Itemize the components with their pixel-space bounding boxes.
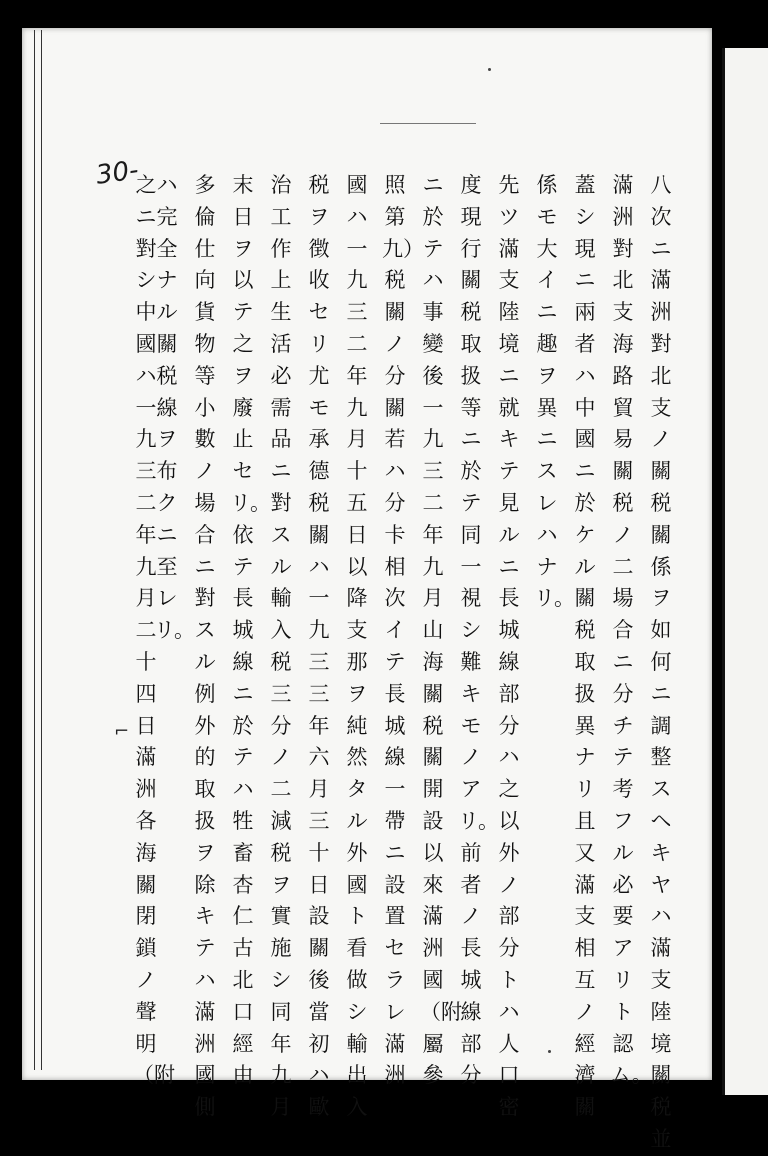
text-column: 八次ニ滿洲對北支ノ關税關係ヲ如何ニ調整スヘキヤハ滿支陸境關税並 — [650, 173, 672, 1151]
text-column: 治工作上生活必需品ニ對スル輸入税三分ノ二減税ヲ實施シ同年九月 — [270, 173, 292, 1120]
text-column: 多倫仕向貨物等小數ノ場合ニ對スル例外的取扱ヲ除キテハ滿洲國側 — [194, 173, 216, 1120]
text-column: 照第九）税關ノ分關若ハ分卡相次イテ長城線一帶ニ設置セラレ滿洲 — [382, 173, 424, 1088]
ink-speck — [548, 1050, 551, 1053]
text-column: 度現行關税取扱等ニ於テ同一視シ難キモノアリ。前者ノ長城線部分 — [458, 173, 499, 1088]
ink-speck — [488, 68, 491, 71]
text-column: ニ於テハ事變後一九三二年九月山海關税關開設以來滿洲國（附屬參 — [420, 173, 462, 1088]
page-edge-line — [34, 30, 35, 1070]
text-column: ハ完全ナル關税線ヲ布クニ至レリ。 — [154, 173, 195, 643]
text-column: 末日ヲ以テ之ヲ廢止セリ。依テ長城線ニ於テハ牲畜杏仁古北口經由 — [230, 173, 271, 1088]
text-column: 之ニ對シ中國ハ一九三二年九月二十四日滿洲各海關閉鎖ノ聲明（附 — [133, 173, 175, 1088]
text-column: 係モ大イニ趣ヲ異ニスレハナリ。 — [534, 173, 575, 611]
top-rule — [380, 123, 476, 124]
page-edge-line — [41, 30, 42, 1070]
text-column: 税ヲ徴收セリ尤モ承德税關ハ一九三三年六月三十日設關後當初ハ歐 — [308, 173, 330, 1120]
text-column: 國ハ一九三二年九月十五日以降支那ヲ純然タル外國ト看做シ輸出入 — [346, 173, 368, 1120]
facing-page-edge — [722, 48, 768, 1095]
text-column: 蓋シ現ニ兩者ハ中國ニ於ケル關税取扱異ナリ且又滿支相互ノ經濟關 — [574, 173, 596, 1120]
text-column: 先ツ滿支陸境ニ就キテ見ルニ長城線部分ハ之以外ノ部分トハ人口密 — [498, 173, 520, 1120]
handwritten-page-number: 30- — [94, 155, 141, 191]
text-column: 滿洲對北支海路貿易關税ノ二場合ニ分チテ考フル必要アリト認ム。 — [610, 173, 653, 1088]
margin-mark: ⌐ — [114, 721, 130, 742]
